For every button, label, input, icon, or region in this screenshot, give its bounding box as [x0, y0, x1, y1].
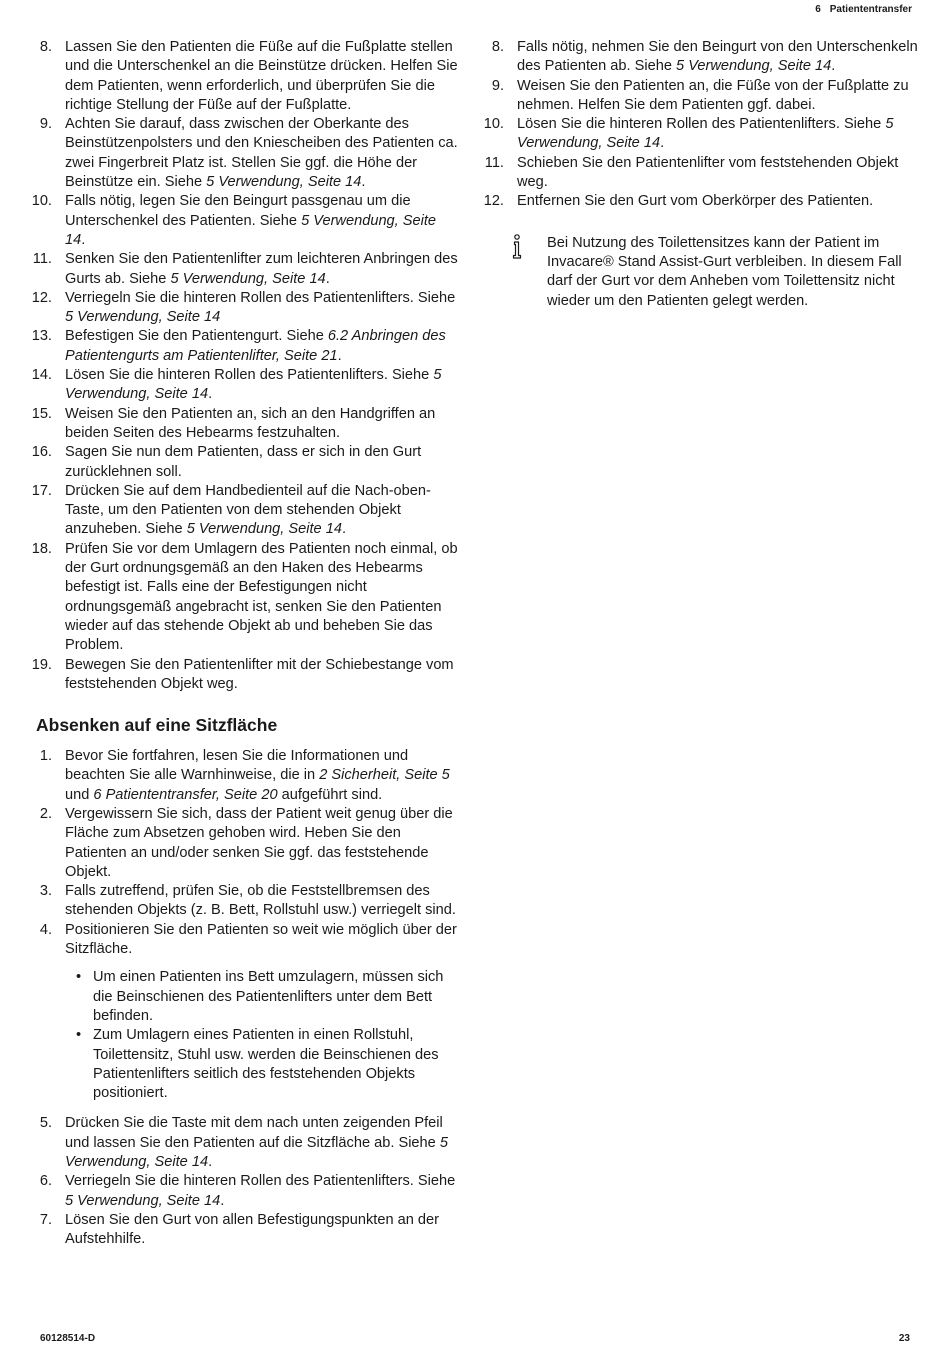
- step-text: [65, 1173, 455, 1208]
- text-segment: .: [81, 231, 86, 248]
- list-item: [30, 289, 460, 328]
- step-list: [482, 38, 922, 212]
- step-number: 2.: [39, 805, 52, 822]
- step-text: [65, 748, 450, 803]
- text-segment: Achten Sie darauf, dass zwischen der Oberkante des Beinstützenpolsters und den Kniescheiben des Patienten ca. zwei Fingerbreit Platz ist. Stellen Sie ggf. die Höhe der Beinstütze ein. Siehe: [65, 116, 458, 191]
- step-number: 17.: [31, 482, 52, 499]
- step-number: 10.: [483, 116, 504, 133]
- text-segment: Weisen Sie den Patienten an, die Füße von der Fußplatte zu nehmen. Helfen Sie dem Patienten ggf. dabei.: [517, 77, 909, 113]
- step-number: 19.: [31, 656, 52, 673]
- list-item: [30, 656, 460, 695]
- bullet-icon: •: [76, 969, 82, 986]
- step-text: Positionieren Sie den Patienten so weit wie möglich über der Sitzfläche.: [65, 921, 457, 958]
- cross-reference: 5 Verwendung, Seite 14: [65, 1134, 448, 1171]
- step-number: 8.: [491, 39, 504, 55]
- list-item: [30, 38, 460, 115]
- note-text: Bei Nutzung des Toilettensitzes kann der Patient im Invacare® Stand Assist-Gurt verbleiben. In diesem Fall darf der Gurt vor dem Anheben vom Toilettensitz nicht wieder um den Patienten gelegt werden.: [547, 234, 902, 309]
- document-number: 60128514-D: [40, 1333, 96, 1344]
- bullet-item: [65, 968, 460, 1026]
- list-item: [30, 443, 460, 482]
- text-segment: .: [361, 174, 366, 191]
- text-segment: aufgeführt sind.: [277, 786, 383, 803]
- step-text: [517, 39, 918, 74]
- text-segment: Lassen Sie den Patienten die Füße auf die Fußplatte stellen und die Unterschenkel an die Beinstütze drücken. Helfen Sie dem Patienten, wenn erforderlich, und überprüfen Sie die richtige Stellung der Füße auf der Fußplatte.: [65, 39, 458, 113]
- bullet-item: [65, 1026, 460, 1103]
- text-segment: .: [208, 1154, 213, 1171]
- step-number: 11.: [32, 251, 52, 268]
- text-segment: Weisen Sie den Patienten an, sich an den Handgriffen an beiden Seiten des Hebearms festzuhalten.: [65, 405, 436, 441]
- step-number: 15.: [31, 405, 52, 422]
- list-item: [30, 1114, 460, 1172]
- right-column: [482, 38, 922, 311]
- step-number: 11.: [484, 154, 504, 171]
- list-item: [30, 115, 460, 192]
- step-text: [65, 406, 435, 441]
- step-number: 10.: [31, 193, 52, 210]
- text-segment: Sagen Sie nun dem Patienten, dass er sich in den Gurt zurücklehnen soll.: [65, 444, 422, 480]
- step-number: 4.: [39, 921, 52, 938]
- list-item: [30, 1211, 460, 1250]
- text-segment: Prüfen Sie vor dem Umlagern des Patienten noch einmal, ob der Gurt ordnungsgemäß an den Haken des Hebearms befestigt ist. Falls eine der Befestigungen nicht ordnungsgemäß angebracht ist, senken Sie den Patienten wieder auf das stehende Objekt ab und beheben Sie das Problem.: [65, 540, 458, 654]
- cross-reference: 5 Verwendung, Seite 14: [65, 309, 221, 326]
- text-segment: Entfernen Sie den Gurt vom Oberkörper des Patienten.: [517, 193, 874, 210]
- text-segment: .: [337, 347, 342, 364]
- step-number: 9.: [39, 116, 52, 133]
- step-number: 6.: [39, 1173, 52, 1190]
- text-segment: Falls nötig, nehmen Sie den Beingurt von den Unterschenkeln des Patienten ab. Siehe: [517, 39, 918, 75]
- cross-reference: 5 Verwendung, Seite 14: [65, 367, 442, 403]
- text-segment: und: [65, 786, 94, 803]
- step-text: [65, 483, 431, 538]
- cross-reference: 5 Verwendung, Seite 14: [170, 270, 326, 287]
- text-segment: Falls nötig, legen Sie den Beingurt passgenau um die Unterschenkel des Patienten. Siehe: [65, 193, 411, 229]
- text-segment: Drücken Sie auf dem Handbedienteil auf die Nach-oben-Taste, um den Patienten von dem stehenden Objekt anzuheben. Siehe: [65, 482, 431, 538]
- list-item: [30, 540, 460, 656]
- text-segment: .: [220, 1192, 225, 1209]
- step-text: [65, 541, 458, 653]
- step-number: 3.: [39, 883, 52, 900]
- step-list: [30, 1114, 460, 1249]
- cross-reference: 5 Verwendung, Seite 14: [65, 1192, 221, 1209]
- step-list: [30, 38, 460, 694]
- text-segment: Lösen Sie den Gurt von allen Befestigungspunkten an der Aufstehhilfe.: [65, 1211, 440, 1248]
- step-number: 1.: [39, 748, 52, 765]
- section-heading: Absenken auf eine Sitzfläche: [36, 715, 278, 736]
- chapter-number: 6: [815, 4, 821, 15]
- step-list: [30, 921, 460, 1104]
- step-text: [65, 290, 455, 325]
- step-text: [65, 806, 453, 880]
- list-item: [30, 250, 460, 289]
- step-text: [65, 883, 456, 918]
- step-number: 12.: [483, 193, 504, 210]
- list-item: [30, 405, 460, 444]
- list-item: [482, 154, 922, 193]
- bullet-text: Um einen Patienten ins Bett umzulagern, müssen sich die Beinschienen des Patientenlifters unter dem Bett befinden.: [93, 969, 444, 1024]
- step-text: [517, 78, 909, 113]
- text-segment: .: [325, 270, 330, 287]
- step-number: 13.: [31, 328, 52, 345]
- list-item: [30, 366, 460, 405]
- cross-reference: 6.2 Anbringen des Patientengurts am Patientenlifter, Seite 21: [65, 328, 446, 364]
- list-item: [482, 115, 922, 154]
- text-segment: .: [208, 386, 213, 403]
- step-number: 12.: [31, 289, 52, 306]
- bullet-icon: •: [76, 1027, 82, 1044]
- page-header: [815, 4, 912, 15]
- cross-reference: 6 Patiententransfer, Seite 20: [93, 786, 278, 803]
- step-text: [65, 444, 421, 479]
- info-note: [482, 234, 922, 311]
- text-segment: Befestigen Sie den Patientengurt. Siehe: [65, 328, 328, 345]
- bullet-list: [65, 968, 460, 1103]
- text-segment: .: [660, 135, 665, 152]
- text-segment: Lösen Sie die hinteren Rollen des Patientenlifters. Siehe: [65, 367, 434, 384]
- list-item: [30, 805, 460, 882]
- step-text: [517, 193, 873, 209]
- step-text: [65, 1115, 448, 1170]
- step-number: 9.: [491, 77, 504, 94]
- text-segment: Lösen Sie die hinteren Rollen des Patientenlifters. Siehe: [517, 116, 886, 133]
- list-item: [30, 1172, 460, 1211]
- list-item: [30, 192, 460, 250]
- step-text: [517, 155, 898, 190]
- step-text: [65, 251, 458, 286]
- step-text: [65, 39, 458, 113]
- page-number: 23: [898, 1333, 910, 1344]
- step-number: 8.: [39, 39, 52, 55]
- text-segment: .: [341, 521, 347, 538]
- list-item: [30, 921, 460, 1104]
- text-segment: Verriegeln Sie die hinteren Rollen des Patientenlifters. Siehe: [65, 289, 456, 306]
- step-text: [65, 193, 436, 248]
- step-text: [65, 116, 458, 190]
- cross-reference: 2 Sicherheit, Seite 5: [319, 767, 450, 784]
- step-number: 16.: [31, 444, 52, 461]
- text-segment: Verriegeln Sie die hinteren Rollen des Patientenlifters. Siehe: [65, 1173, 456, 1190]
- text-segment: Drücken Sie die Taste mit dem nach unten zeigenden Pfeil und lassen Sie den Patienten auf die Sitzfläche ab. Siehe: [65, 1115, 443, 1151]
- step-number: 14.: [31, 367, 52, 384]
- text-segment: Falls zutreffend, prüfen Sie, ob die Feststellbremsen des stehenden Objekts (z. B. Bett, Rollstuhl usw.) verriegelt sind.: [65, 883, 456, 919]
- bullet-text: Zum Umlagern eines Patienten in einen Rollstuhl, Toilettensitz, Stuhl usw. werden die Beinschienen des Patientenlifters seitlich des feststehenden Objekts positioniert.: [93, 1027, 439, 1102]
- step-list: [30, 747, 460, 921]
- list-item: [30, 327, 460, 366]
- step-text: [65, 1212, 439, 1247]
- chapter-title: Patiententransfer: [829, 4, 912, 15]
- cross-reference: 5 Verwendung, Seite 14: [676, 58, 832, 75]
- step-number: 7.: [39, 1211, 52, 1228]
- info-icon: [510, 234, 524, 260]
- cross-reference: 5 Verwendung, Seite 14: [206, 174, 362, 191]
- list-item: [482, 192, 922, 211]
- text-segment: Bevor Sie fortfahren, lesen Sie die Informationen und beachten Sie alle Warnhinweise, die in: [65, 748, 409, 784]
- step-text: [65, 328, 446, 363]
- left-column: [30, 38, 460, 1250]
- step-number: 5.: [39, 1115, 52, 1132]
- text-segment: Bewegen Sie den Patientenlifter mit der Schiebestange vom feststehenden Objekt weg.: [65, 656, 454, 692]
- text-segment: Schieben Sie den Patientenlifter vom feststehenden Objekt weg.: [517, 154, 899, 191]
- text-segment: Senken Sie den Patientenlifter zum leichteren Anbringen des Gurts ab. Siehe: [65, 251, 458, 287]
- step-number: 18.: [31, 540, 52, 557]
- cross-reference: 5 Verwendung, Seite 14: [186, 521, 342, 538]
- text-segment: .: [831, 58, 836, 75]
- list-item: [30, 747, 460, 805]
- step-text: [517, 116, 893, 151]
- list-item: [30, 482, 460, 540]
- text-segment: Vergewissern Sie sich, dass der Patient weit genug über die Fläche zum Absetzen gehoben wird. Heben Sie den Patienten an und/oder senken Sie ggf. das feststehende Objekt.: [65, 805, 453, 880]
- list-item: [482, 38, 922, 77]
- cross-reference: 5 Verwendung, Seite 14: [517, 116, 894, 152]
- step-text: [65, 367, 441, 402]
- list-item: [30, 882, 460, 921]
- cross-reference: 5 Verwendung, Seite 14: [65, 212, 437, 248]
- list-item: [482, 77, 922, 116]
- step-text: [65, 657, 454, 692]
